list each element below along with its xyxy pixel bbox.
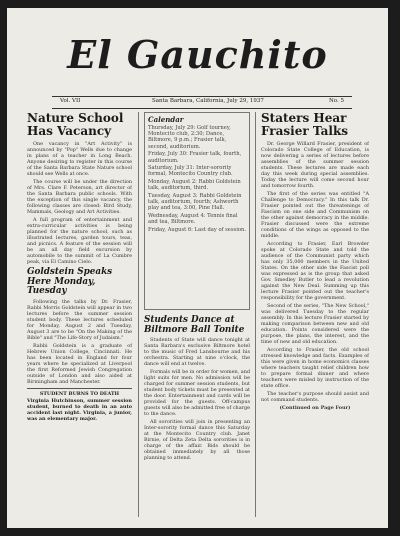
column-rule [255, 112, 256, 517]
column-left [27, 112, 132, 522]
masthead-title: El Gauchito [67, 32, 328, 77]
column-rule [138, 112, 139, 517]
article-paragraph: The first of the series was entitled "A Challenge to Democracy." In this talk Dr. Frasier pointed out the threatenings of Fascism on one side and Communism on the other against democracy in the middle. Frasier discussed were the extreme conditions of the wings as opposed to the middle. [261, 191, 369, 239]
article-paragraph: Formals will be in order for women, and light suits for men. No admission will be charged for summer session students, but student body tickets must be presented at the door. Entertainment and cards will be provided for the guests. Off-campus guests will also be admitted free of charge to the dance. [144, 369, 250, 417]
calendar-entry: Thursday, July 29: Golf tourney, Montecito club, 2:30; Dance, Biltmore, 9 p.m.; Frasier talk, second, auditorium. [148, 125, 231, 150]
continued-note: (Continued on Page Four) [279, 405, 351, 411]
article-paragraph: According to Frasier, the old school stressed knowledge and facts. Examples of this were given in home economics classes where teachers taught relief children how to prepare formal dinner and where teachers were misled by instruction of the state office. [261, 347, 369, 389]
issue-number: No. 5 [328, 98, 344, 104]
article-paragraph: Students of State will dance tonight at Santa Barbara's exclusive Biltmore hotel to the music of Fred Lansbourne and his orchestra. Starting at nine o'clock, the dance will end at twelve. [144, 337, 250, 367]
article-paragraph: Dr. George Willard Frasier, president of Colorado State College of Education, is now delivering a series of lectures before assemblies of the summer session students. These lectures are made each day this week during special assemblies. Today the lecture will come second hour and tomorrow fourth. [261, 141, 369, 189]
calendar-title: Calendar [148, 115, 184, 124]
frasier-headline: Staters Hear Frasier Talks [261, 112, 349, 138]
calendar-entry: Saturday, July 31: Inter-sorority formal, Montecito Country club. [148, 165, 233, 178]
article-paragraph: The teacher's purpose should assist and not command students. [261, 391, 369, 403]
article-paragraph: Rabbi Goldstein is a graduate of Hebrew Union College, Cincinnati. He has been located in England for four years where he specialized at Liverpool the first Reformed Jewish Congregation outside of London and also aided at Birmingham and Manchester. [27, 342, 132, 385]
column-middle [144, 112, 250, 522]
calendar-entry: Tuesday, August 3: Rabbi Goldstein talk, auditorium, fourth; Ashworth play and tea, 3:00, Pine Hall. [148, 193, 242, 212]
article-paragraph: One vacancy in "Art Activity" is announced by "Pop" Wells due to change in plans of a teacher in Long Beach. Anyone desiring to register in this course of the Santa Barbara State Nature school should see Wells at once. [27, 141, 132, 177]
article-paragraph: The course will be under the direction of Mrs. Clare F. Peterson, art director of the Santa Barbara public schools. With the exception of this single vacancy, the following classes are closed: Bird Study, Mammals, Geology and Art Activities. [27, 179, 132, 215]
calendar-entry: Wednesday, August 4: Tennis final and tea, Biltmore. [148, 213, 238, 226]
goldstein-headline: Goldstein Speaks Here Monday, Tuesday [27, 267, 113, 296]
newspaper-page [7, 8, 388, 528]
notice-heading: STUDENT BURNS TO DEATH [39, 390, 120, 397]
nature-school-headline: Nature School Has Vacancy [27, 112, 124, 138]
calendar-box [144, 112, 250, 310]
dance-headline: Students Dance at Biltmore Ball Tonite [144, 315, 245, 335]
article-paragraph: A full program of entertainment and extra-curricular activities is being planned for the nature school, such as illustrated lectures, garden tours, teas, and picnics. A feature of the session will be an all day field excursion by automobile to the summit of La Cumbre peak, via El Camino Cielo. [27, 217, 132, 265]
article-paragraph: Second of the series, "The New School," was delivered Tuesday to the regular assembly. In this lecture Frasier started by making comparison between new and old education. Points considered were the purpose, the plans, the interest, and the time of new and old education. [261, 303, 369, 345]
place-date: Santa Barbara, California, July 29, 1937 [152, 98, 264, 104]
calendar-entry: Friday, August 6: Last day of session. [148, 227, 246, 234]
article-paragraph: Following the talks by Dr. Frasier, Rabbi Morris Goldstein will appear in two lectures before the summer session student body. These lectures scheduled for Monday, August 2 and Tuesday, August 3 are to be "On the Making of the Bible" and "The Life-Story of Judaism." [27, 298, 132, 341]
column-right [261, 112, 369, 522]
notice-text: Virginia Hutchinson, summer session student, burned to death in an auto accident last night. Virginia, a junior, was an elementary major. [27, 397, 132, 422]
info-bar [52, 96, 352, 109]
volume: Vol. VII [60, 98, 81, 104]
death-notice [27, 388, 132, 422]
calendar-entry: Monday, August 2: Rabbi Goldstein talk, auditorium, third. [148, 179, 241, 192]
article-paragraph: All sororities will join in presenting an Inter-sorority formal dance this Saturday at the Montecito Country club. Janet Birnie, of Delta Zeta Delta sororities is in charge of the affair. Bids should be obtained immediately by all those planning to attend. [144, 419, 250, 461]
calendar-entry: Friday, July 30: Frasier talk, fourth, auditorium. [148, 151, 242, 164]
article-paragraph: According to Frasier, Earl Browder spoke at Colorado State and told the audience of the Communist party which has only 35,000 members in the United States. On the other side the Fascist poll was expressed as is the group that asked Gov. Smedley Butler to lead a revolution against the New Deal. Summing up this lecture Frasier pointed out the teacher's responsibility for the government. [261, 241, 369, 301]
